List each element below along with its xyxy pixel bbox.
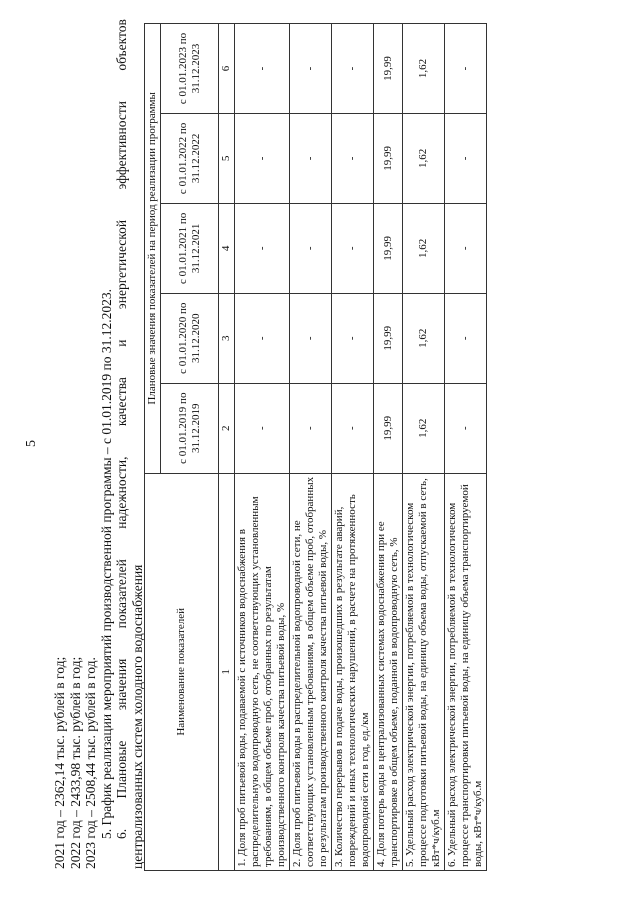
indicator-value: 19,99 bbox=[374, 203, 403, 293]
table-row bbox=[235, 24, 290, 871]
indicator-value: - bbox=[235, 24, 290, 114]
table-row bbox=[445, 24, 487, 871]
column-number: 1 bbox=[219, 473, 235, 870]
period-header: с 01.01.2019 по 31.12.2019 bbox=[161, 383, 219, 473]
planned-values-header: Плановые значения показателей на период реализации программы bbox=[145, 24, 161, 474]
item-5-schedule: 5. График реализации мероприятий производственной программы – с 01.01.2019 по 31.12.2023. bbox=[98, 288, 114, 839]
indicator-value: - bbox=[445, 293, 487, 383]
indicator-value: - bbox=[445, 24, 487, 114]
indicator-value: - bbox=[235, 383, 290, 473]
item-6-word: энергетической bbox=[114, 219, 129, 310]
indicator-value: - bbox=[290, 203, 332, 293]
table-row bbox=[374, 24, 403, 871]
column-number: 6 bbox=[219, 24, 235, 114]
indicator-value: 1,62 bbox=[403, 113, 445, 203]
budget-2022-line: 2022 год – 2433,98 тыс. рублей в год; bbox=[67, 656, 83, 869]
indicator-value: - bbox=[332, 24, 374, 114]
table-row bbox=[290, 24, 332, 871]
indicator-name: 5. Удельный расход электрической энергии, потребляемой в технологическом процессе подготовки питьевой воды, на единицу объема воды, отпускаемой в сеть, кВт*ч/куб.м bbox=[403, 473, 445, 870]
indicator-name-header: Наименование показателей bbox=[145, 473, 219, 870]
item-6-word: и bbox=[114, 339, 129, 347]
indicator-value: - bbox=[290, 113, 332, 203]
indicators-table bbox=[144, 23, 487, 871]
indicator-value: 1,62 bbox=[403, 203, 445, 293]
budget-2023-line: 2023 год – 2508,44 тыс. рублей в год. bbox=[83, 657, 98, 869]
table-row bbox=[332, 24, 374, 871]
indicator-value: 1,62 bbox=[403, 24, 445, 114]
item-6-word: показателей bbox=[114, 559, 129, 629]
indicator-value: 1,62 bbox=[403, 293, 445, 383]
period-header: с 01.01.2021 по 31.12.2021 bbox=[161, 203, 219, 293]
indicator-name: 4. Доля потерь воды в централизованных системах водоснабжения при ее транспортировке в общем объеме, поданной в водопроводную сеть, % bbox=[374, 473, 403, 870]
item-6-word: надежности, bbox=[114, 456, 129, 529]
indicator-value: - bbox=[290, 24, 332, 114]
indicator-value: - bbox=[332, 293, 374, 383]
indicator-value: - bbox=[235, 203, 290, 293]
item-6-word: Плановые bbox=[114, 740, 129, 799]
column-number: 4 bbox=[219, 203, 235, 293]
item-6-continuation: централизованных систем холодного водоснабжения bbox=[129, 564, 145, 869]
column-number: 2 bbox=[219, 383, 235, 473]
indicator-name: 1. Доля проб питьевой воды, подаваемой с источников водоснабжения в распределительную водопроводную сеть, не соответствующих установленным требованиям, в общем объеме проб, отобранных по результатам производственного контроля качества питьевой воды, % bbox=[235, 473, 290, 870]
indicator-value: - bbox=[332, 203, 374, 293]
item-6-word: 6. bbox=[114, 828, 129, 839]
indicator-value: 19,99 bbox=[374, 113, 403, 203]
table-row bbox=[403, 24, 445, 871]
item-6-word: объектов bbox=[114, 19, 129, 71]
budget-2021-line: 2021 год – 2362,14 тыс. рублей в год; bbox=[52, 656, 67, 869]
indicator-value: 19,99 bbox=[374, 24, 403, 114]
indicator-name: 2. Доля проб питьевой воды в распределительной водопроводной сети, не соответствующих установленным требованиям, в общем объеме проб, отобранных по результатам производственного контроля качества питьевой воды, % bbox=[290, 473, 332, 870]
column-number: 3 bbox=[219, 293, 235, 383]
item-6-word: эффективности bbox=[114, 101, 129, 190]
period-header: с 01.01.2020 по 31.12.2020 bbox=[161, 293, 219, 383]
indicator-value: - bbox=[235, 293, 290, 383]
indicator-value: - bbox=[235, 113, 290, 203]
intro-text bbox=[52, 19, 145, 869]
item-6-word: значения bbox=[114, 658, 129, 711]
indicator-value: - bbox=[290, 293, 332, 383]
item-6-word: качества bbox=[114, 377, 129, 427]
indicator-value: - bbox=[332, 113, 374, 203]
column-number: 5 bbox=[219, 113, 235, 203]
indicator-value: 19,99 bbox=[374, 293, 403, 383]
indicator-value: - bbox=[332, 383, 374, 473]
indicator-value: 1,62 bbox=[403, 383, 445, 473]
indicator-name: 6. Удельный расход электрической энергии, потребляемой в технологическом процессе транспортировки питьевой воды, на единицу объема транспортируемой воды, кВт*ч/куб.м bbox=[445, 473, 487, 870]
indicator-name: 3. Количество перерывов в подаче воды, произошедших в результате аварий, повреждений и иных технологических нарушений, в расчете на протяженность водопроводной сети в год, ед./км bbox=[332, 473, 374, 870]
indicator-value: - bbox=[445, 113, 487, 203]
indicator-value: - bbox=[290, 383, 332, 473]
period-header: с 01.01.2022 по 31.12.2022 bbox=[161, 113, 219, 203]
indicator-value: - bbox=[445, 383, 487, 473]
period-header: с 01.01.2023 по 31.12.2023 bbox=[161, 24, 219, 114]
item-6-heading bbox=[114, 19, 130, 869]
page-number: 5 bbox=[24, 440, 39, 447]
indicator-value: - bbox=[445, 203, 487, 293]
indicator-value: 19,99 bbox=[374, 383, 403, 473]
